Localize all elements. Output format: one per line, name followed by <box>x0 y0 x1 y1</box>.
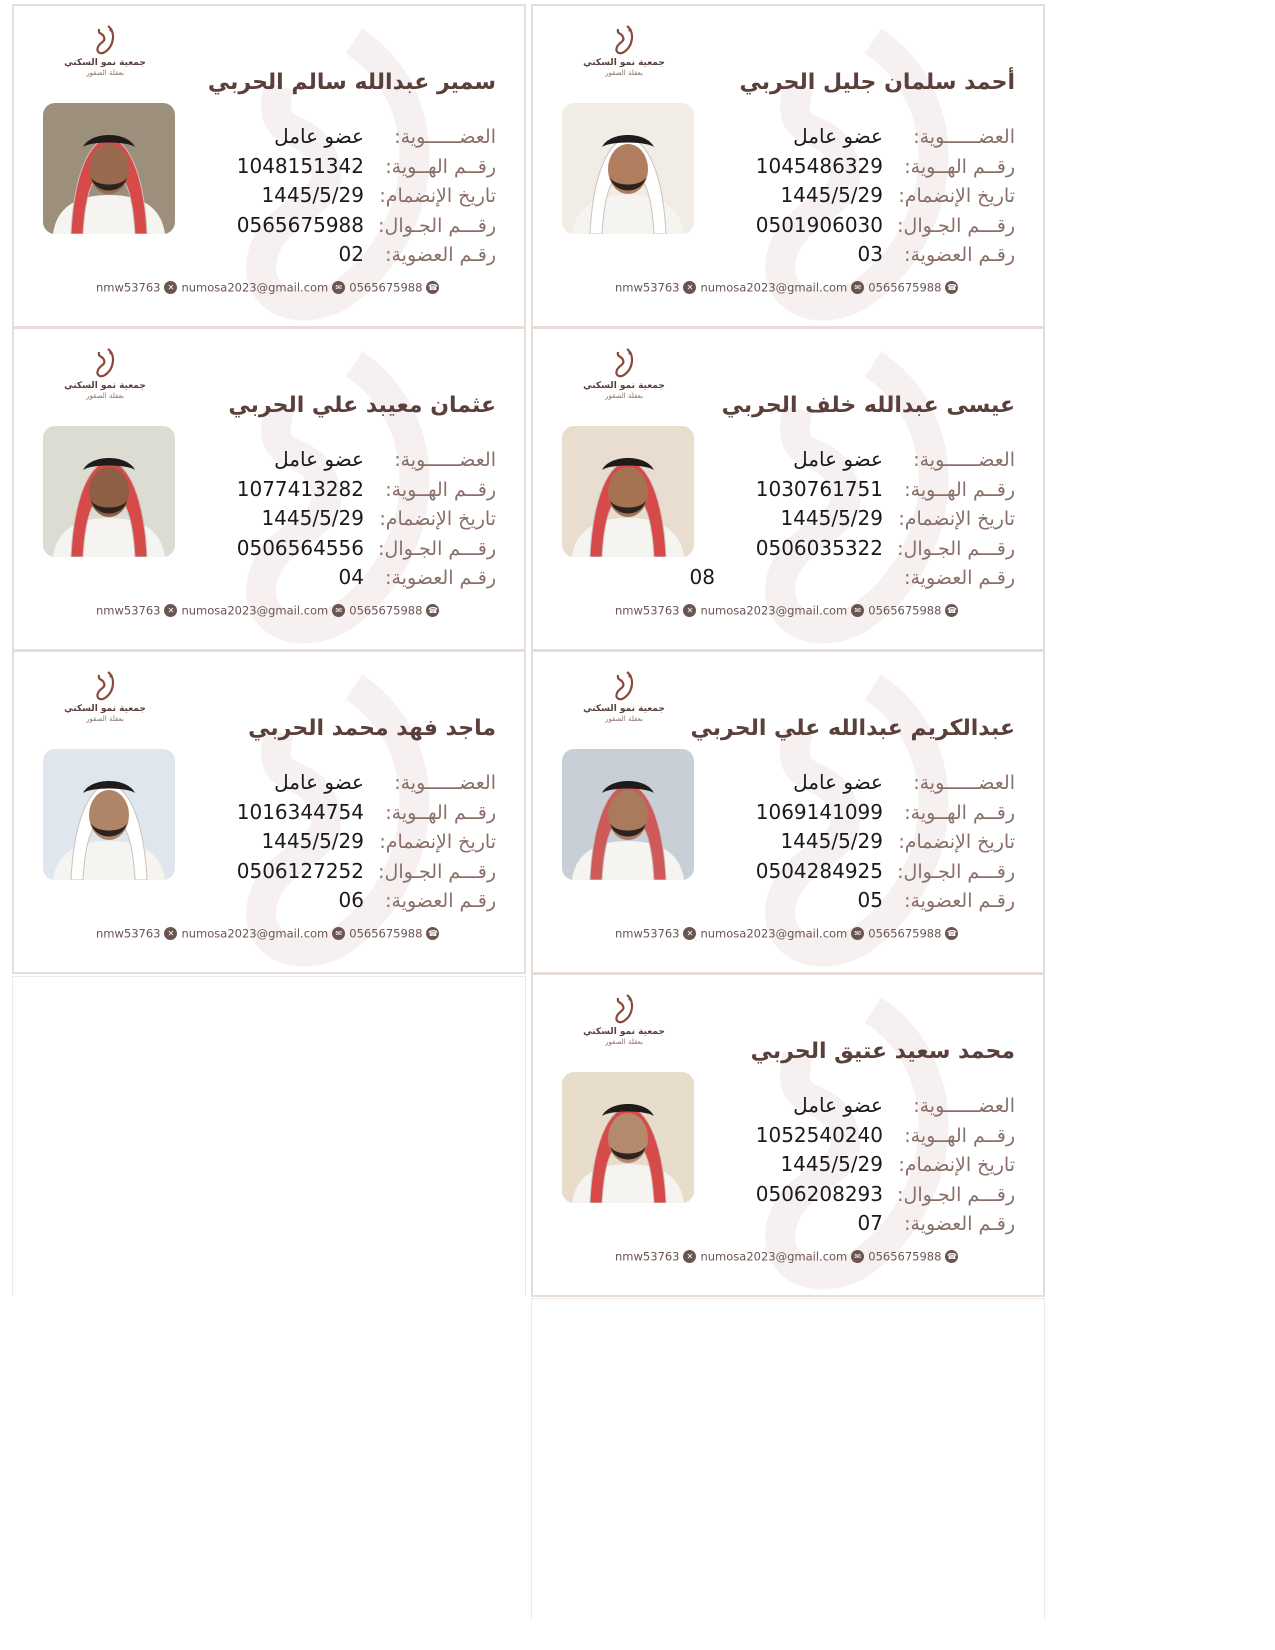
email-address: numosa2023@gmail.com <box>181 280 329 295</box>
membership-row <box>237 445 496 475</box>
org-name: جمعية نمو السكني <box>64 381 146 391</box>
membership-label: العضــــــوية: <box>913 449 1015 471</box>
member-no-value: 06 <box>338 888 364 912</box>
mobile-label: رقـــم الجـوال: <box>897 214 1015 237</box>
join-date-value: 1445/5/29 <box>780 1152 883 1176</box>
mobile-value: 0506035322 <box>755 535 883 560</box>
email-icon: ✉ <box>851 281 864 294</box>
membership-value: عضو عامل <box>793 1093 883 1117</box>
join-date-value: 1445/5/29 <box>261 506 364 530</box>
twitter-handle: nmw53763 <box>615 1249 680 1264</box>
mobile-value: 0506564556 <box>236 535 364 560</box>
phone-icon: ☎ <box>946 283 957 292</box>
member-name: ماجد فهد محمد الحربي <box>248 716 496 741</box>
mobile-label: رقـــم الجـوال: <box>897 1183 1015 1206</box>
x-twitter-icon: ✕ <box>164 927 177 940</box>
org-logo-icon <box>609 347 639 381</box>
member-no-label: رقـم العضوية: <box>904 567 1015 589</box>
member-photo <box>562 749 694 880</box>
id-label: رقــم الهــوية: <box>385 478 496 501</box>
join-date-value: 1445/5/29 <box>780 183 883 207</box>
id-label: رقــم الهــوية: <box>385 155 496 178</box>
org-logo <box>62 670 148 740</box>
card-footer <box>96 280 443 295</box>
id-row <box>237 798 496 828</box>
join-date-label: تاريخ الإنضمام: <box>898 185 1015 207</box>
member-no-value: 05 <box>857 888 883 912</box>
join-date-value: 1445/5/29 <box>780 506 883 530</box>
org-subtitle: بعقلة الصقور <box>605 69 643 77</box>
avatar <box>562 426 694 557</box>
x-twitter-icon: ✕ <box>683 604 696 617</box>
join-date-value: 1445/5/29 <box>780 829 883 853</box>
org-logo <box>62 347 148 417</box>
join-date-value: 1445/5/29 <box>261 183 364 207</box>
phone-number: 0565675988 <box>349 280 423 295</box>
membership-row <box>237 768 496 798</box>
join-date-row <box>756 827 1015 857</box>
card-footer <box>615 926 962 941</box>
avatar <box>43 426 175 557</box>
phone-number: 0565675988 <box>868 1249 942 1264</box>
phone-number: 0565675988 <box>349 926 423 941</box>
member-photo <box>562 1072 694 1203</box>
join-date-label: تاريخ الإنضمام: <box>898 508 1015 530</box>
join-date-value: 1445/5/29 <box>261 829 364 853</box>
email-address: numosa2023@gmail.com <box>700 280 848 295</box>
member-details <box>756 1091 1015 1239</box>
x-twitter-icon: ✕ <box>683 927 696 940</box>
id-label: رقــم الهــوية: <box>385 801 496 824</box>
twitter-handle: nmw53763 <box>96 926 161 941</box>
member-card <box>12 4 526 328</box>
phone-number: 0565675988 <box>349 603 423 618</box>
member-details <box>237 445 496 593</box>
membership-label: العضــــــوية: <box>913 772 1015 794</box>
email-address: numosa2023@gmail.com <box>181 926 329 941</box>
x-twitter-icon: ✕ <box>683 1250 696 1263</box>
phone-number: 0565675988 <box>868 603 942 618</box>
mobile-row <box>237 857 496 887</box>
join-date-label: تاريخ الإنضمام: <box>379 831 496 853</box>
empty-card-slot-bottom <box>531 1298 1045 1620</box>
org-subtitle: بعقلة الصقور <box>605 715 643 723</box>
join-date-label: تاريخ الإنضمام: <box>379 508 496 530</box>
mobile-row <box>690 534 1015 564</box>
mobile-row <box>756 1180 1015 1210</box>
org-name: جمعية نمو السكني <box>64 704 146 714</box>
id-row <box>756 798 1015 828</box>
member-photo <box>43 749 175 880</box>
member-card <box>531 650 1045 974</box>
org-logo-icon <box>90 24 120 58</box>
org-logo <box>581 347 667 417</box>
member-no-row <box>690 563 1015 593</box>
member-photo <box>43 426 175 557</box>
org-logo-icon <box>609 24 639 58</box>
membership-value: عضو عامل <box>793 124 883 148</box>
mobile-value: 0501906030 <box>755 212 883 237</box>
membership-row <box>237 122 496 152</box>
member-name: أحمد سلمان جليل الحربي <box>739 70 1015 95</box>
mobile-row <box>237 534 496 564</box>
id-label: رقــم الهــوية: <box>904 478 1015 501</box>
twitter-handle: nmw53763 <box>615 926 680 941</box>
membership-label: العضــــــوية: <box>913 1095 1015 1117</box>
card-footer <box>615 603 962 618</box>
org-name: جمعية نمو السكني <box>64 58 146 68</box>
member-no-value: 07 <box>857 1211 883 1235</box>
membership-row <box>756 1091 1015 1121</box>
member-card <box>531 327 1045 651</box>
member-no-value: 03 <box>857 242 883 266</box>
mobile-row <box>237 211 496 241</box>
email-address: numosa2023@gmail.com <box>700 926 848 941</box>
member-no-row <box>756 1209 1015 1239</box>
join-date-row <box>237 827 496 857</box>
member-details <box>237 122 496 270</box>
empty-card-slot-left <box>12 976 526 1296</box>
member-name: محمد سعيد عتيق الحربي <box>750 1039 1015 1064</box>
email-icon: ✉ <box>332 281 345 294</box>
member-name: عثمان معيبد علي الحربي <box>228 393 496 418</box>
member-details <box>756 122 1015 270</box>
member-photo <box>562 103 694 234</box>
email-address: numosa2023@gmail.com <box>700 1249 848 1264</box>
join-date-row <box>690 504 1015 534</box>
id-value: 1016344754 <box>236 799 364 824</box>
member-details <box>756 768 1015 916</box>
mobile-value: 0506127252 <box>236 858 364 883</box>
id-row <box>690 475 1015 505</box>
member-no-row <box>237 886 496 916</box>
member-photo <box>562 426 694 557</box>
org-name: جمعية نمو السكني <box>583 381 665 391</box>
avatar <box>562 749 694 880</box>
join-date-row <box>237 181 496 211</box>
twitter-handle: nmw53763 <box>96 603 161 618</box>
org-subtitle: بعقلة الصقور <box>605 392 643 400</box>
org-logo-icon <box>90 670 120 704</box>
avatar <box>43 749 175 880</box>
member-no-label: رقـم العضوية: <box>904 890 1015 912</box>
membership-value: عضو عامل <box>274 770 364 794</box>
member-no-label: رقـم العضوية: <box>904 1213 1015 1235</box>
member-no-label: رقـم العضوية: <box>385 890 496 912</box>
member-no-row <box>237 563 496 593</box>
mobile-value: 0506208293 <box>755 1181 883 1206</box>
member-card <box>12 650 526 974</box>
x-twitter-icon: ✕ <box>164 281 177 294</box>
membership-label: العضــــــوية: <box>913 126 1015 148</box>
email-icon: ✉ <box>851 1250 864 1263</box>
phone-icon: ☎ <box>946 929 957 938</box>
membership-value: عضو عامل <box>793 447 883 471</box>
id-value: 1045486329 <box>755 153 883 178</box>
member-card <box>531 973 1045 1297</box>
id-label: رقــم الهــوية: <box>904 801 1015 824</box>
id-row <box>237 152 496 182</box>
member-name: عيسى عبدالله خلف الحربي <box>721 393 1015 418</box>
membership-value: عضو عامل <box>274 447 364 471</box>
phone-icon: ☎ <box>946 1252 957 1261</box>
mobile-label: رقـــم الجـوال: <box>378 860 496 883</box>
phone-icon: ☎ <box>427 929 438 938</box>
x-twitter-icon: ✕ <box>164 604 177 617</box>
phone-number: 0565675988 <box>868 280 942 295</box>
card-footer <box>615 280 962 295</box>
id-value: 1048151342 <box>236 153 364 178</box>
phone-icon: ☎ <box>427 606 438 615</box>
membership-label: العضــــــوية: <box>394 772 496 794</box>
card-footer <box>96 926 443 941</box>
id-row <box>756 1121 1015 1151</box>
join-date-row <box>237 504 496 534</box>
email-icon: ✉ <box>332 927 345 940</box>
id-label: رقــم الهــوية: <box>904 1124 1015 1147</box>
phone-icon: ☎ <box>946 606 957 615</box>
member-no-value: 02 <box>338 242 364 266</box>
avatar <box>562 1072 694 1203</box>
member-no-label: رقـم العضوية: <box>904 244 1015 266</box>
org-logo-icon <box>90 347 120 381</box>
member-name: سمير عبدالله سالم الحربي <box>207 70 496 95</box>
mobile-label: رقـــم الجـوال: <box>897 860 1015 883</box>
membership-label: العضــــــوية: <box>394 126 496 148</box>
org-logo-icon <box>609 670 639 704</box>
id-row <box>756 152 1015 182</box>
email-icon: ✉ <box>851 927 864 940</box>
join-date-row <box>756 181 1015 211</box>
mobile-row <box>756 857 1015 887</box>
org-subtitle: بعقلة الصقور <box>86 392 124 400</box>
mobile-row <box>756 211 1015 241</box>
org-subtitle: بعقلة الصقور <box>86 69 124 77</box>
member-no-value: 08 <box>689 565 715 589</box>
membership-row <box>756 122 1015 152</box>
org-logo <box>581 670 667 740</box>
membership-value: عضو عامل <box>793 770 883 794</box>
email-icon: ✉ <box>851 604 864 617</box>
id-value: 1077413282 <box>236 476 364 501</box>
org-subtitle: بعقلة الصقور <box>86 715 124 723</box>
member-no-label: رقـم العضوية: <box>385 244 496 266</box>
twitter-handle: nmw53763 <box>615 280 680 295</box>
join-date-label: تاريخ الإنضمام: <box>898 831 1015 853</box>
email-address: numosa2023@gmail.com <box>700 603 848 618</box>
member-details <box>237 768 496 916</box>
email-address: numosa2023@gmail.com <box>181 603 329 618</box>
member-no-row <box>756 240 1015 270</box>
id-value: 1052540240 <box>755 1122 883 1147</box>
card-footer <box>615 1249 962 1264</box>
id-value: 1069141099 <box>755 799 883 824</box>
phone-number: 0565675988 <box>868 926 942 941</box>
org-name: جمعية نمو السكني <box>583 1027 665 1037</box>
membership-row <box>690 445 1015 475</box>
avatar <box>43 103 175 234</box>
mobile-label: رقـــم الجـوال: <box>378 537 496 560</box>
x-twitter-icon: ✕ <box>683 281 696 294</box>
phone-icon: ☎ <box>427 283 438 292</box>
mobile-value: 0565675988 <box>236 212 364 237</box>
org-logo <box>581 993 667 1063</box>
membership-value: عضو عامل <box>274 124 364 148</box>
id-row <box>237 475 496 505</box>
avatar <box>562 103 694 234</box>
member-card <box>12 327 526 651</box>
id-label: رقــم الهــوية: <box>904 155 1015 178</box>
member-card <box>531 4 1045 328</box>
join-date-label: تاريخ الإنضمام: <box>898 1154 1015 1176</box>
org-name: جمعية نمو السكني <box>583 704 665 714</box>
mobile-label: رقـــم الجـوال: <box>378 214 496 237</box>
membership-row <box>756 768 1015 798</box>
org-name: جمعية نمو السكني <box>583 58 665 68</box>
card-footer <box>96 603 443 618</box>
email-icon: ✉ <box>332 604 345 617</box>
mobile-label: رقـــم الجـوال: <box>897 537 1015 560</box>
membership-label: العضــــــوية: <box>394 449 496 471</box>
member-no-row <box>237 240 496 270</box>
org-logo <box>62 24 148 94</box>
id-value: 1030761751 <box>755 476 883 501</box>
twitter-handle: nmw53763 <box>96 280 161 295</box>
join-date-row <box>756 1150 1015 1180</box>
member-no-value: 04 <box>338 565 364 589</box>
member-photo <box>43 103 175 234</box>
org-subtitle: بعقلة الصقور <box>605 1038 643 1046</box>
join-date-label: تاريخ الإنضمام: <box>379 185 496 207</box>
org-logo <box>581 24 667 94</box>
twitter-handle: nmw53763 <box>615 603 680 618</box>
member-no-label: رقـم العضوية: <box>385 567 496 589</box>
mobile-value: 0504284925 <box>755 858 883 883</box>
member-name: عبدالكريم عبدالله علي الحربي <box>690 716 1015 741</box>
org-logo-icon <box>609 993 639 1027</box>
member-details <box>690 445 1015 593</box>
member-no-row <box>756 886 1015 916</box>
